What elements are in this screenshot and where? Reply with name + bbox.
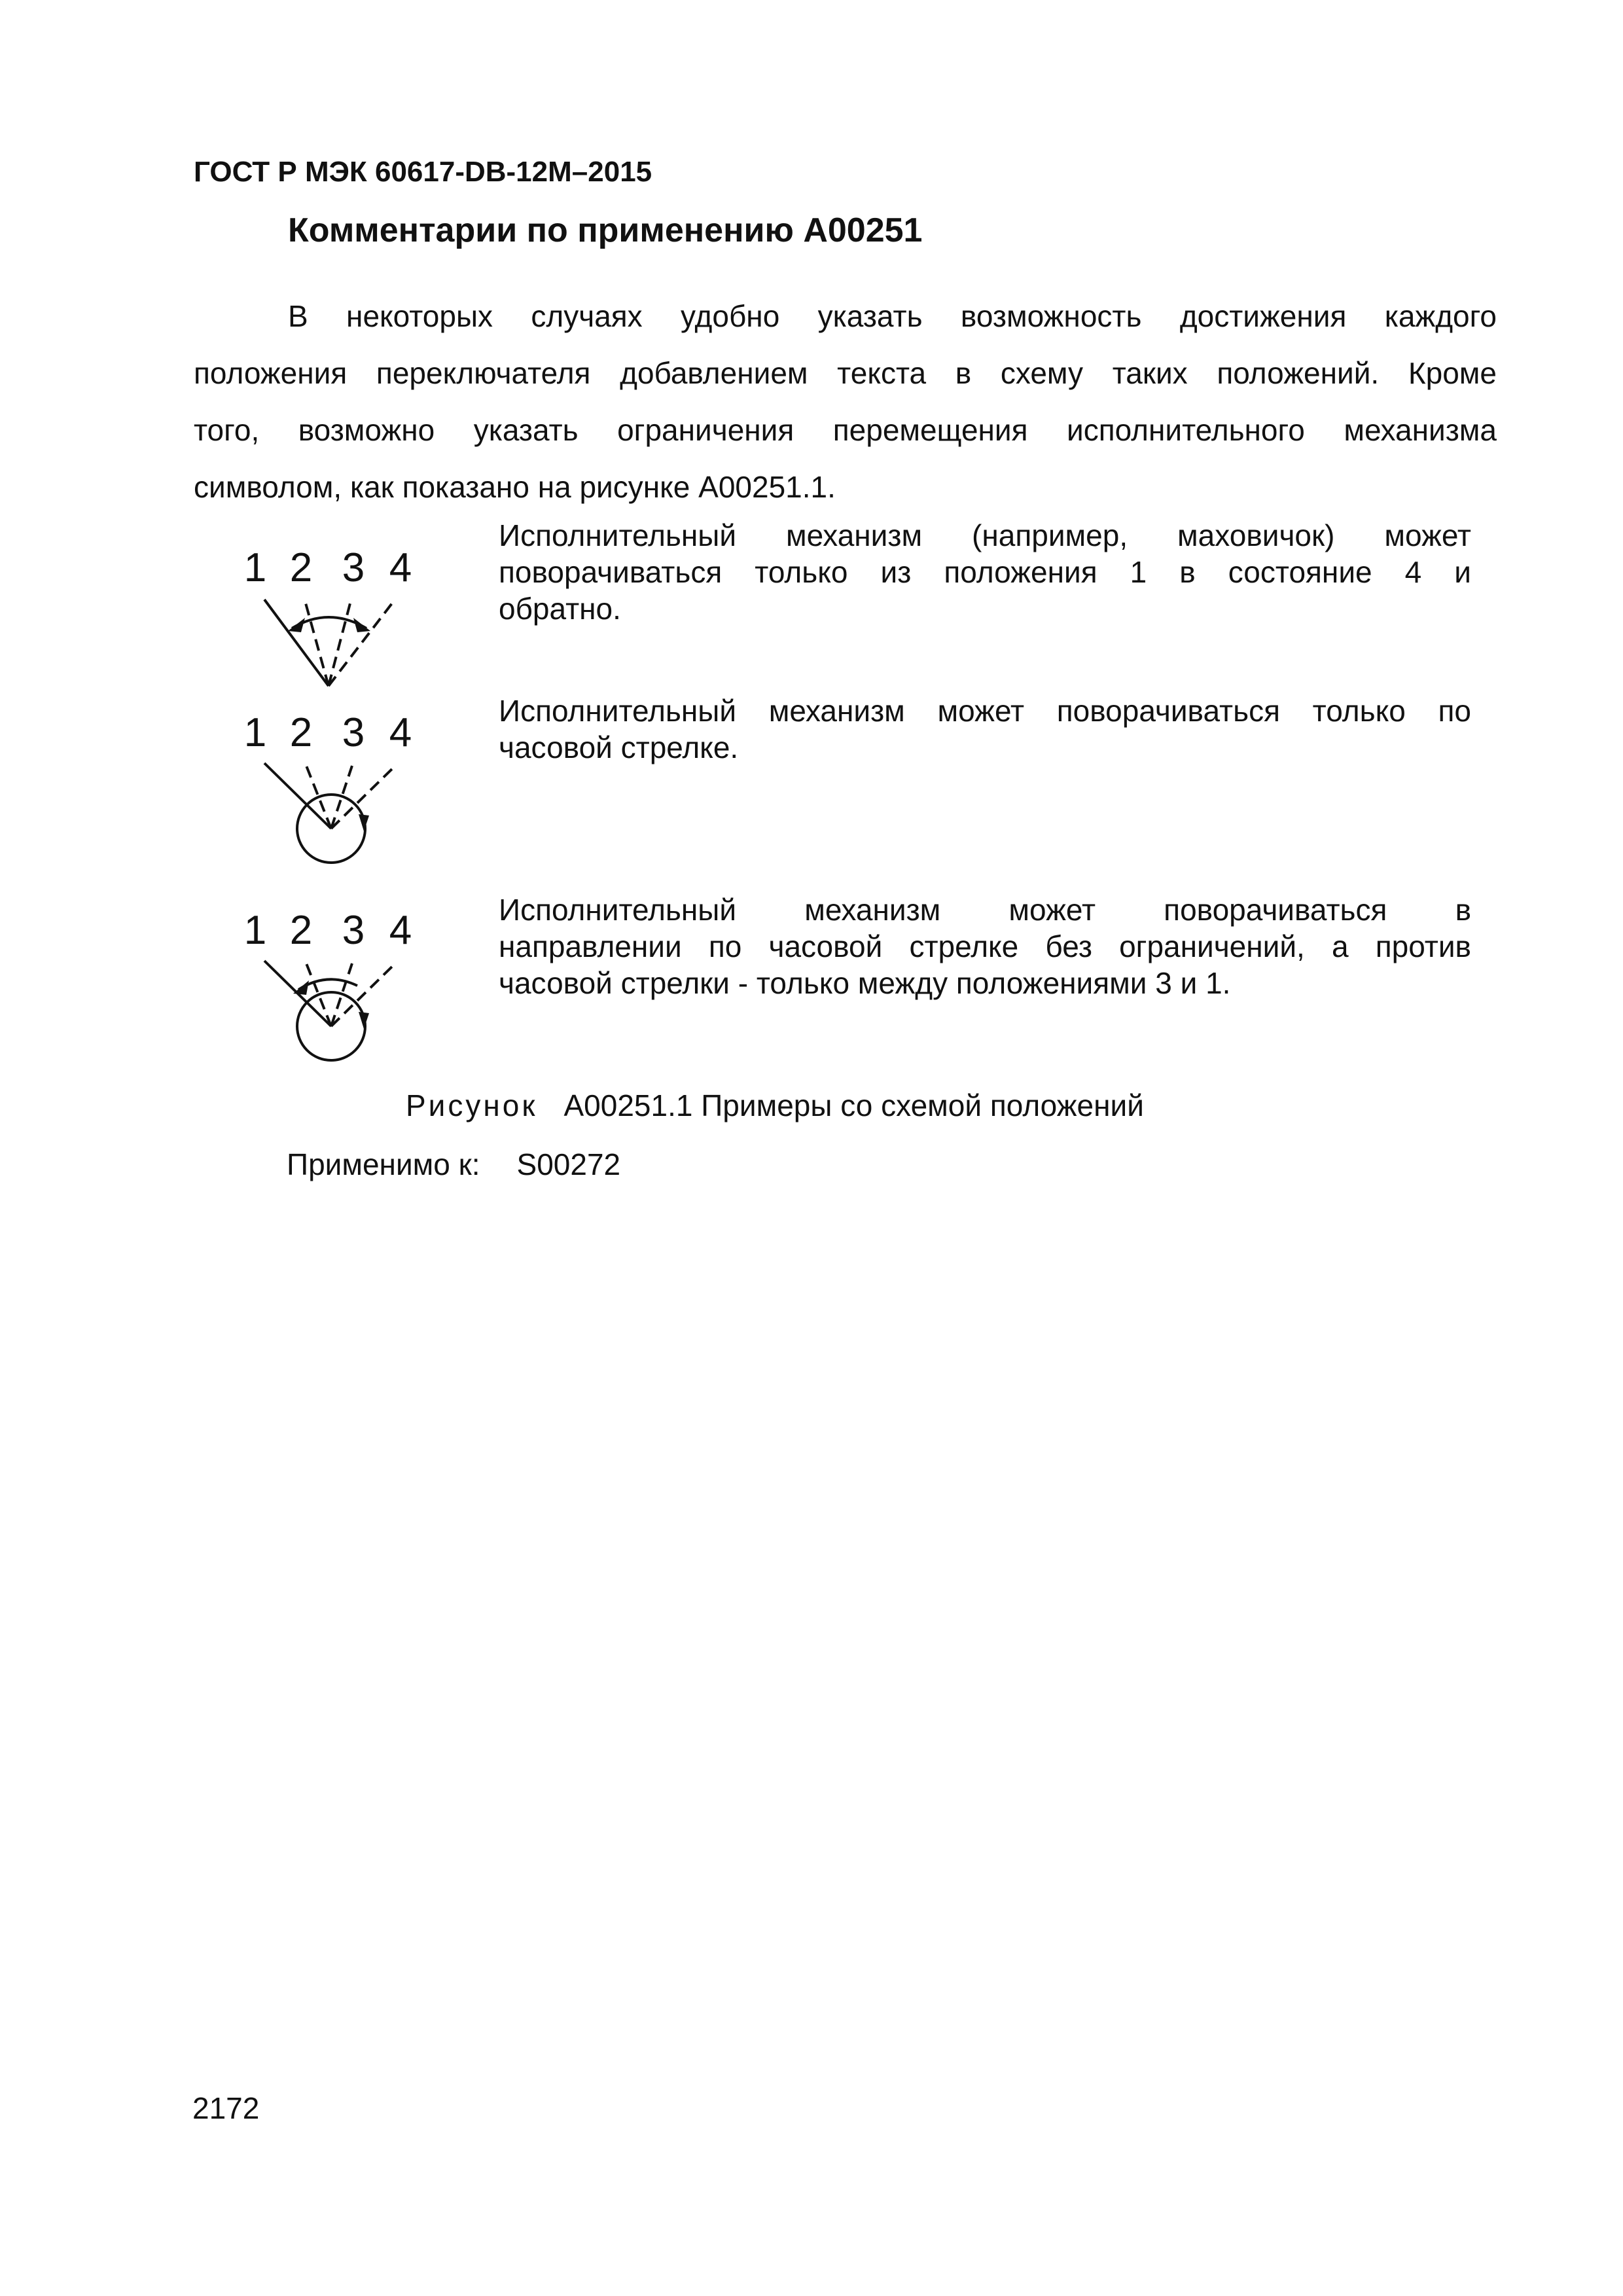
position-label-2: 2 — [289, 710, 313, 755]
applies-to-label: Применимо к: — [287, 1147, 480, 1181]
position-label-1: 1 — [243, 908, 267, 953]
position-diagram-mixed-symbol — [236, 898, 432, 1121]
example-2-description — [499, 692, 1471, 766]
position-label-3: 3 — [342, 908, 365, 953]
clockwise-arrow — [359, 1012, 369, 1029]
intro-line: того, возможно указать ограничения перемещения исполнительного механизма — [194, 413, 1497, 447]
arc-arrow-right — [353, 618, 370, 632]
figure-caption-word: Рисунок — [406, 1088, 538, 1122]
example-3-description — [499, 891, 1471, 1001]
arc-arrow-left — [288, 618, 305, 632]
position-label-4: 4 — [389, 908, 412, 953]
applies-to — [287, 1147, 620, 1182]
position-label-4: 4 — [389, 545, 412, 590]
clockwise-arrow — [359, 814, 369, 831]
position-line-1 — [264, 600, 329, 686]
example-text-line: Исполнительный механизм может поворачиваться только по — [499, 694, 1471, 728]
example-text-line: Исполнительный механизм может поворачиваться в — [499, 893, 1471, 927]
example-text-line: часовой стрелке. — [499, 730, 739, 764]
intro-line: символом, как показано на рисунке A00251.1. — [194, 470, 836, 504]
intro-paragraph — [194, 288, 1497, 516]
example-text-line: направлении по часовой стрелке без ограничений, а против — [499, 929, 1471, 963]
example-text-line: часовой стрелки - только между положениями 3 и 1. — [499, 966, 1231, 1000]
position-label-3: 3 — [342, 710, 365, 755]
position-label-2: 2 — [289, 545, 313, 590]
position-label-3: 3 — [342, 545, 365, 590]
position-label-1: 1 — [243, 545, 267, 590]
example-text-line: поворачиваться только из положения 1 в состояние 4 и — [499, 555, 1471, 589]
position-diagram-clockwise-symbol — [236, 700, 432, 923]
example-text-line: Исполнительный механизм (например, маховичок) может — [499, 518, 1471, 552]
intro-line: В некоторых случаях удобно указать возможность достижения каждого — [288, 299, 1497, 333]
counterclockwise-arrow — [293, 980, 309, 995]
position-line-3 — [329, 601, 351, 686]
position-label-2: 2 — [289, 908, 313, 953]
position-label-1: 1 — [243, 710, 267, 755]
applies-to-value: S00272 — [516, 1147, 621, 1181]
intro-line: положения переключателя добавлением текста в схему таких положений. Кроме — [194, 356, 1497, 390]
example-1-description — [499, 517, 1471, 627]
document-header: ГОСТ Р МЭК 60617-DB-12M–2015 — [194, 156, 652, 188]
page-number: 2172 — [192, 2091, 260, 2125]
example-text-line: обратно. — [499, 592, 621, 626]
figure-caption — [406, 1088, 1144, 1123]
position-label-4: 4 — [389, 710, 412, 755]
position-line-2 — [305, 601, 329, 686]
figure-caption-text: A00251.1 Примеры со схемой положений — [563, 1088, 1144, 1122]
section-heading: Комментарии по применению A00251 — [288, 211, 923, 249]
